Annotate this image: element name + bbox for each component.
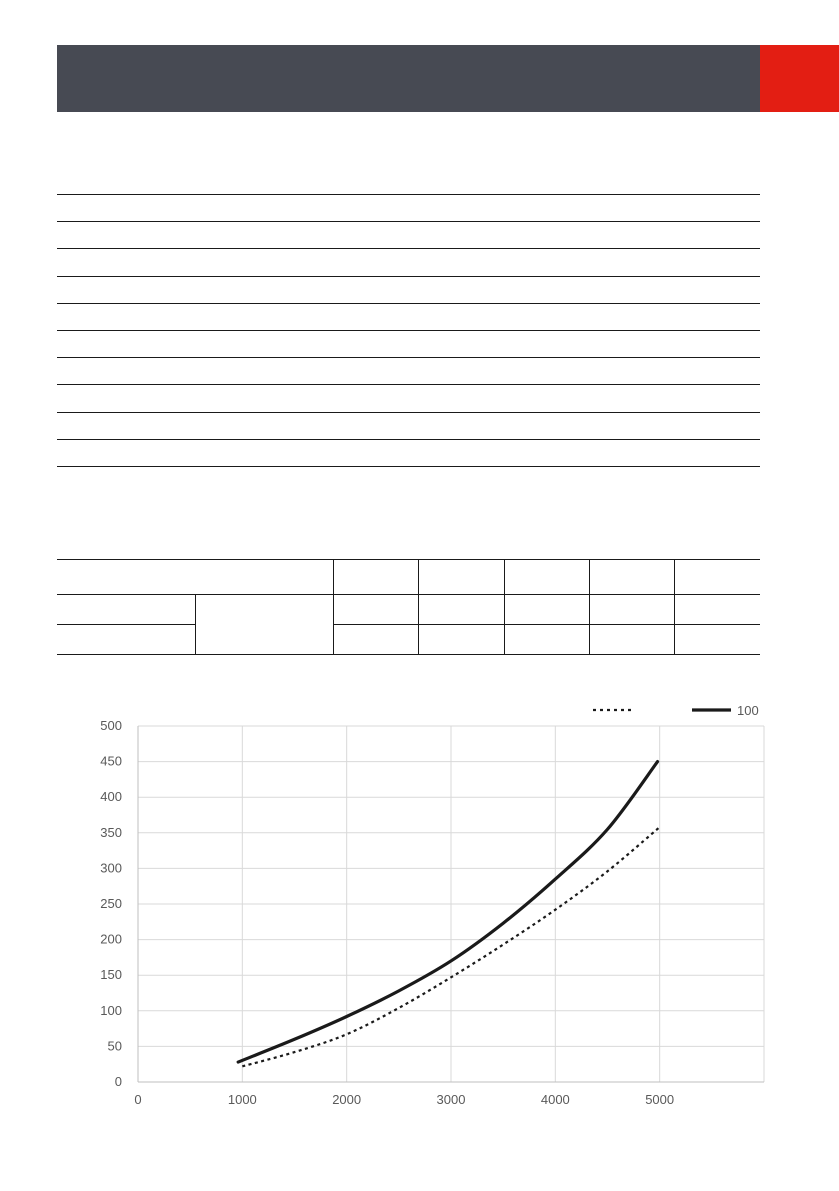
table-row (57, 595, 760, 625)
table-cell (195, 595, 333, 655)
spec-rule (57, 303, 760, 304)
spec-rule (57, 466, 760, 467)
spec-rule (57, 221, 760, 222)
table-cell (589, 625, 674, 655)
table-cell (504, 625, 589, 655)
x-tick-label: 0 (134, 1092, 142, 1107)
y-tick-label: 250 (100, 896, 122, 911)
spec-rule (57, 384, 760, 385)
table-row (57, 625, 760, 655)
header-bar (57, 45, 760, 112)
table-cell (504, 595, 589, 625)
table-cell (419, 595, 504, 625)
spec-rule (57, 248, 760, 249)
y-tick-label: 100 (100, 1002, 122, 1018)
chart-series (238, 762, 660, 1067)
x-tick-label: 1000 (227, 1092, 257, 1107)
x-tick-label: 3000 (436, 1092, 466, 1107)
chart-legend (593, 703, 759, 718)
x-tick-label: 4000 (540, 1092, 570, 1107)
y-tick-label: 200 (100, 931, 122, 947)
table-cell (675, 625, 760, 655)
table-cell (334, 560, 419, 595)
y-tick-label: 0 (114, 1074, 122, 1089)
spec-rule (57, 439, 760, 440)
x-tick-label: 5000 (645, 1092, 675, 1107)
chart-grid (138, 726, 764, 1082)
legend-label-solid: 100 (737, 703, 759, 718)
spec-rule (57, 194, 760, 195)
spec-rule (57, 357, 760, 358)
performance-chart (0, 690, 839, 1130)
spec-rule (57, 276, 760, 277)
x-tick-label: 2000 (332, 1092, 362, 1107)
y-tick-label: 450 (100, 753, 122, 769)
y-tick-label: 400 (100, 789, 122, 805)
y-tick-label: 300 (100, 860, 122, 876)
table-cell (57, 625, 195, 655)
table-cell (334, 595, 419, 625)
table-cell (419, 560, 504, 595)
table-cell (419, 625, 504, 655)
y-tick-label: 150 (100, 967, 122, 983)
table-cell (675, 560, 760, 595)
chart-axes (100, 718, 764, 1107)
y-tick-label: 500 (100, 718, 122, 733)
table-cell (334, 625, 419, 655)
header-accent-block (760, 45, 839, 112)
table-cell (57, 595, 195, 625)
table-cell (589, 595, 674, 625)
y-tick-label: 350 (100, 824, 122, 840)
table-cell (675, 595, 760, 625)
y-tick-label: 50 (107, 1038, 122, 1054)
table-cell (589, 560, 674, 595)
series-line-solid (238, 762, 657, 1062)
spec-rule (57, 330, 760, 331)
table-cell (57, 560, 334, 595)
performance-table (57, 559, 760, 655)
table-header-row (57, 560, 760, 595)
table-cell (504, 560, 589, 595)
spec-rule (57, 412, 760, 413)
